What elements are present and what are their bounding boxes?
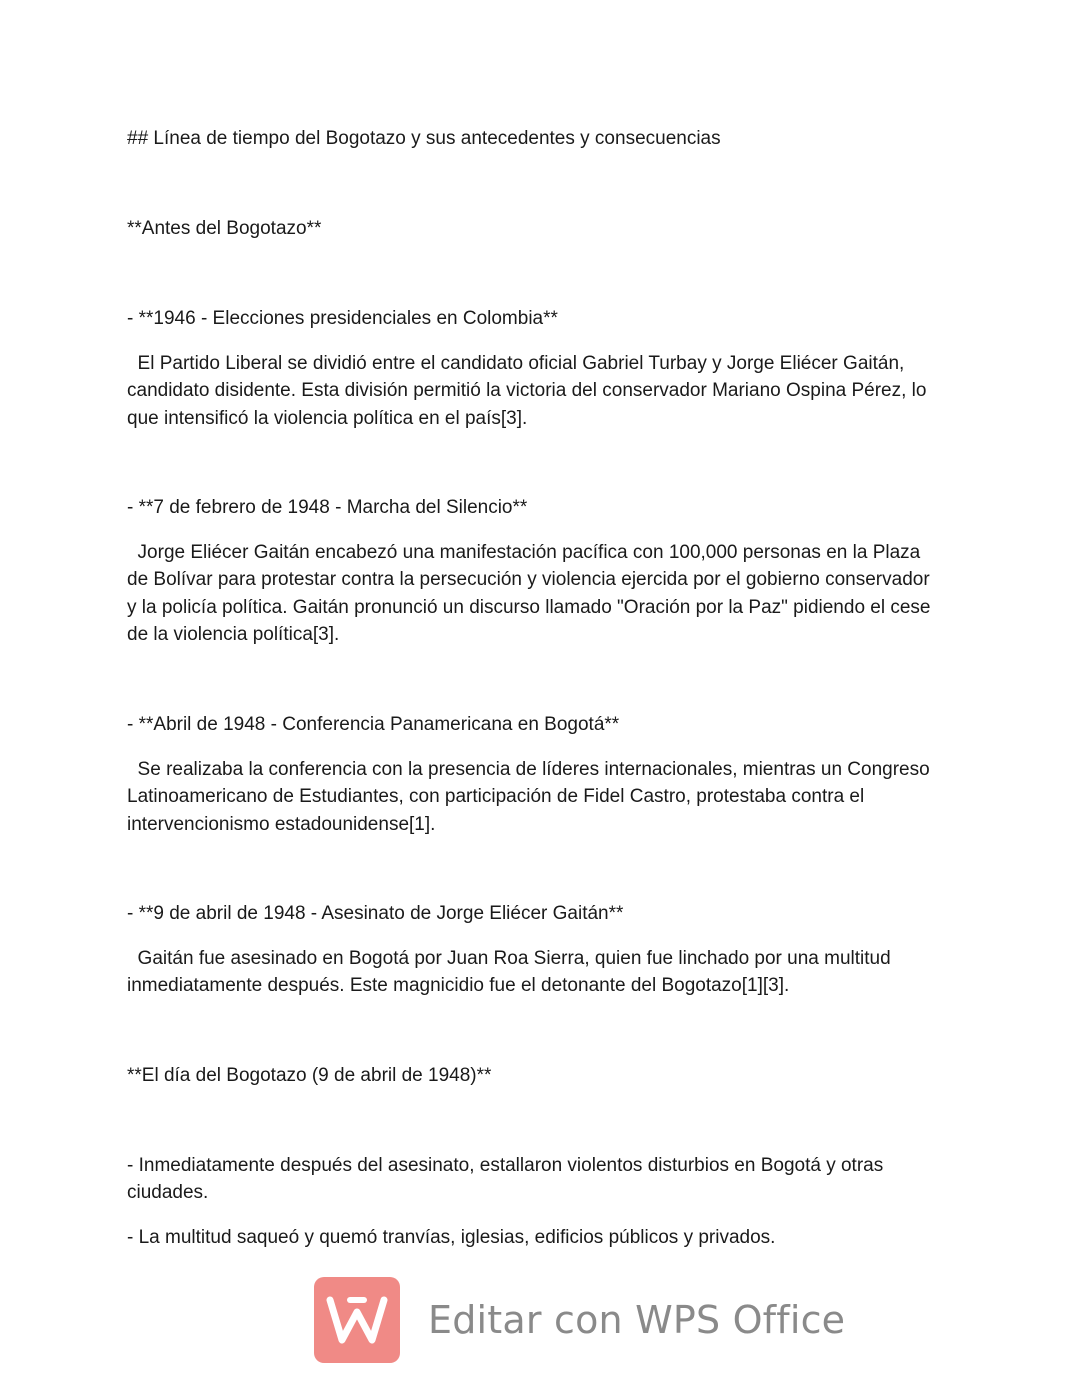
document-heading: ## Línea de tiempo del Bogotazo y sus antecedentes y consecuencias — [127, 128, 721, 149]
body-line: inmediatamente después. Este magnicidio fue el detonante del Bogotazo[1][3]. — [127, 975, 790, 997]
body-line: Jorge Eliécer Gaitán encabezó una manifestación pacífica con 100,000 personas en la Plaza — [127, 542, 921, 563]
event-title-1946: - **1946 - Elecciones presidenciales en Colombia** — [127, 308, 558, 329]
day-item-2 — [127, 1224, 957, 1251]
day-item-1 — [127, 1152, 957, 1207]
body-line: de la violencia política[3]. — [127, 623, 340, 645]
body-line: Gaitán fue asesinado en Bogotá por Juan Roa Sierra, quien fue linchado por una multitud — [127, 948, 891, 969]
body-line: - Inmediatamente después del asesinato, estallaron violentos disturbios en Bogotá y otras — [127, 1155, 884, 1176]
event-body-marcha-silencio — [127, 539, 957, 648]
body-line: El Partido Liberal se dividió entre el candidato oficial Gabriel Turbay y Jorge Eliécer Gaitán, — [127, 353, 905, 374]
event-body-conferencia — [127, 756, 957, 838]
body-line: - La multitud saqueó y quemó tranvías, iglesias, edificios públicos y privados. — [127, 1227, 776, 1248]
body-line: Latinoamericano de Estudiantes, con participación de Fidel Castro, protestaba contra el — [127, 786, 865, 808]
body-line: intervencionismo estadounidense[1]. — [127, 813, 436, 835]
wps-w-glyph — [326, 1294, 388, 1346]
event-title-asesinato: - **9 de abril de 1948 - Asesinato de Jorge Eliécer Gaitán** — [127, 903, 624, 924]
event-title-conferencia: - **Abril de 1948 - Conferencia Panamericana en Bogotá** — [127, 714, 620, 735]
wps-watermark-text: Editar con WPS Office — [428, 1298, 846, 1342]
wps-logo-icon — [314, 1277, 400, 1363]
section-title-day: **El día del Bogotazo (9 de abril de 1948)** — [127, 1065, 492, 1086]
body-line: que intensificó la violencia política en el país[3]. — [127, 407, 528, 429]
body-line: candidato disidente. Esta división permitió la victoria del conservador Mariano Ospina Pérez, lo — [127, 380, 927, 402]
body-line: ciudades. — [127, 1182, 209, 1204]
event-body-asesinato — [127, 945, 957, 1000]
event-body-1946 — [127, 350, 957, 432]
wps-watermark[interactable] — [314, 1277, 845, 1363]
event-title-marcha-silencio: - **7 de febrero de 1948 - Marcha del Silencio** — [127, 497, 528, 518]
body-line: y la policía política. Gaitán pronunció un discurso llamado "Oración por la Paz" pidiendo el cese — [127, 596, 931, 618]
section-title-before: **Antes del Bogotazo** — [127, 218, 322, 239]
body-line: de Bolívar para protestar contra la persecución y violencia ejercida por el gobierno conservador — [127, 569, 930, 591]
body-line: Se realizaba la conferencia con la presencia de líderes internacionales, mientras un Congreso — [127, 759, 930, 780]
